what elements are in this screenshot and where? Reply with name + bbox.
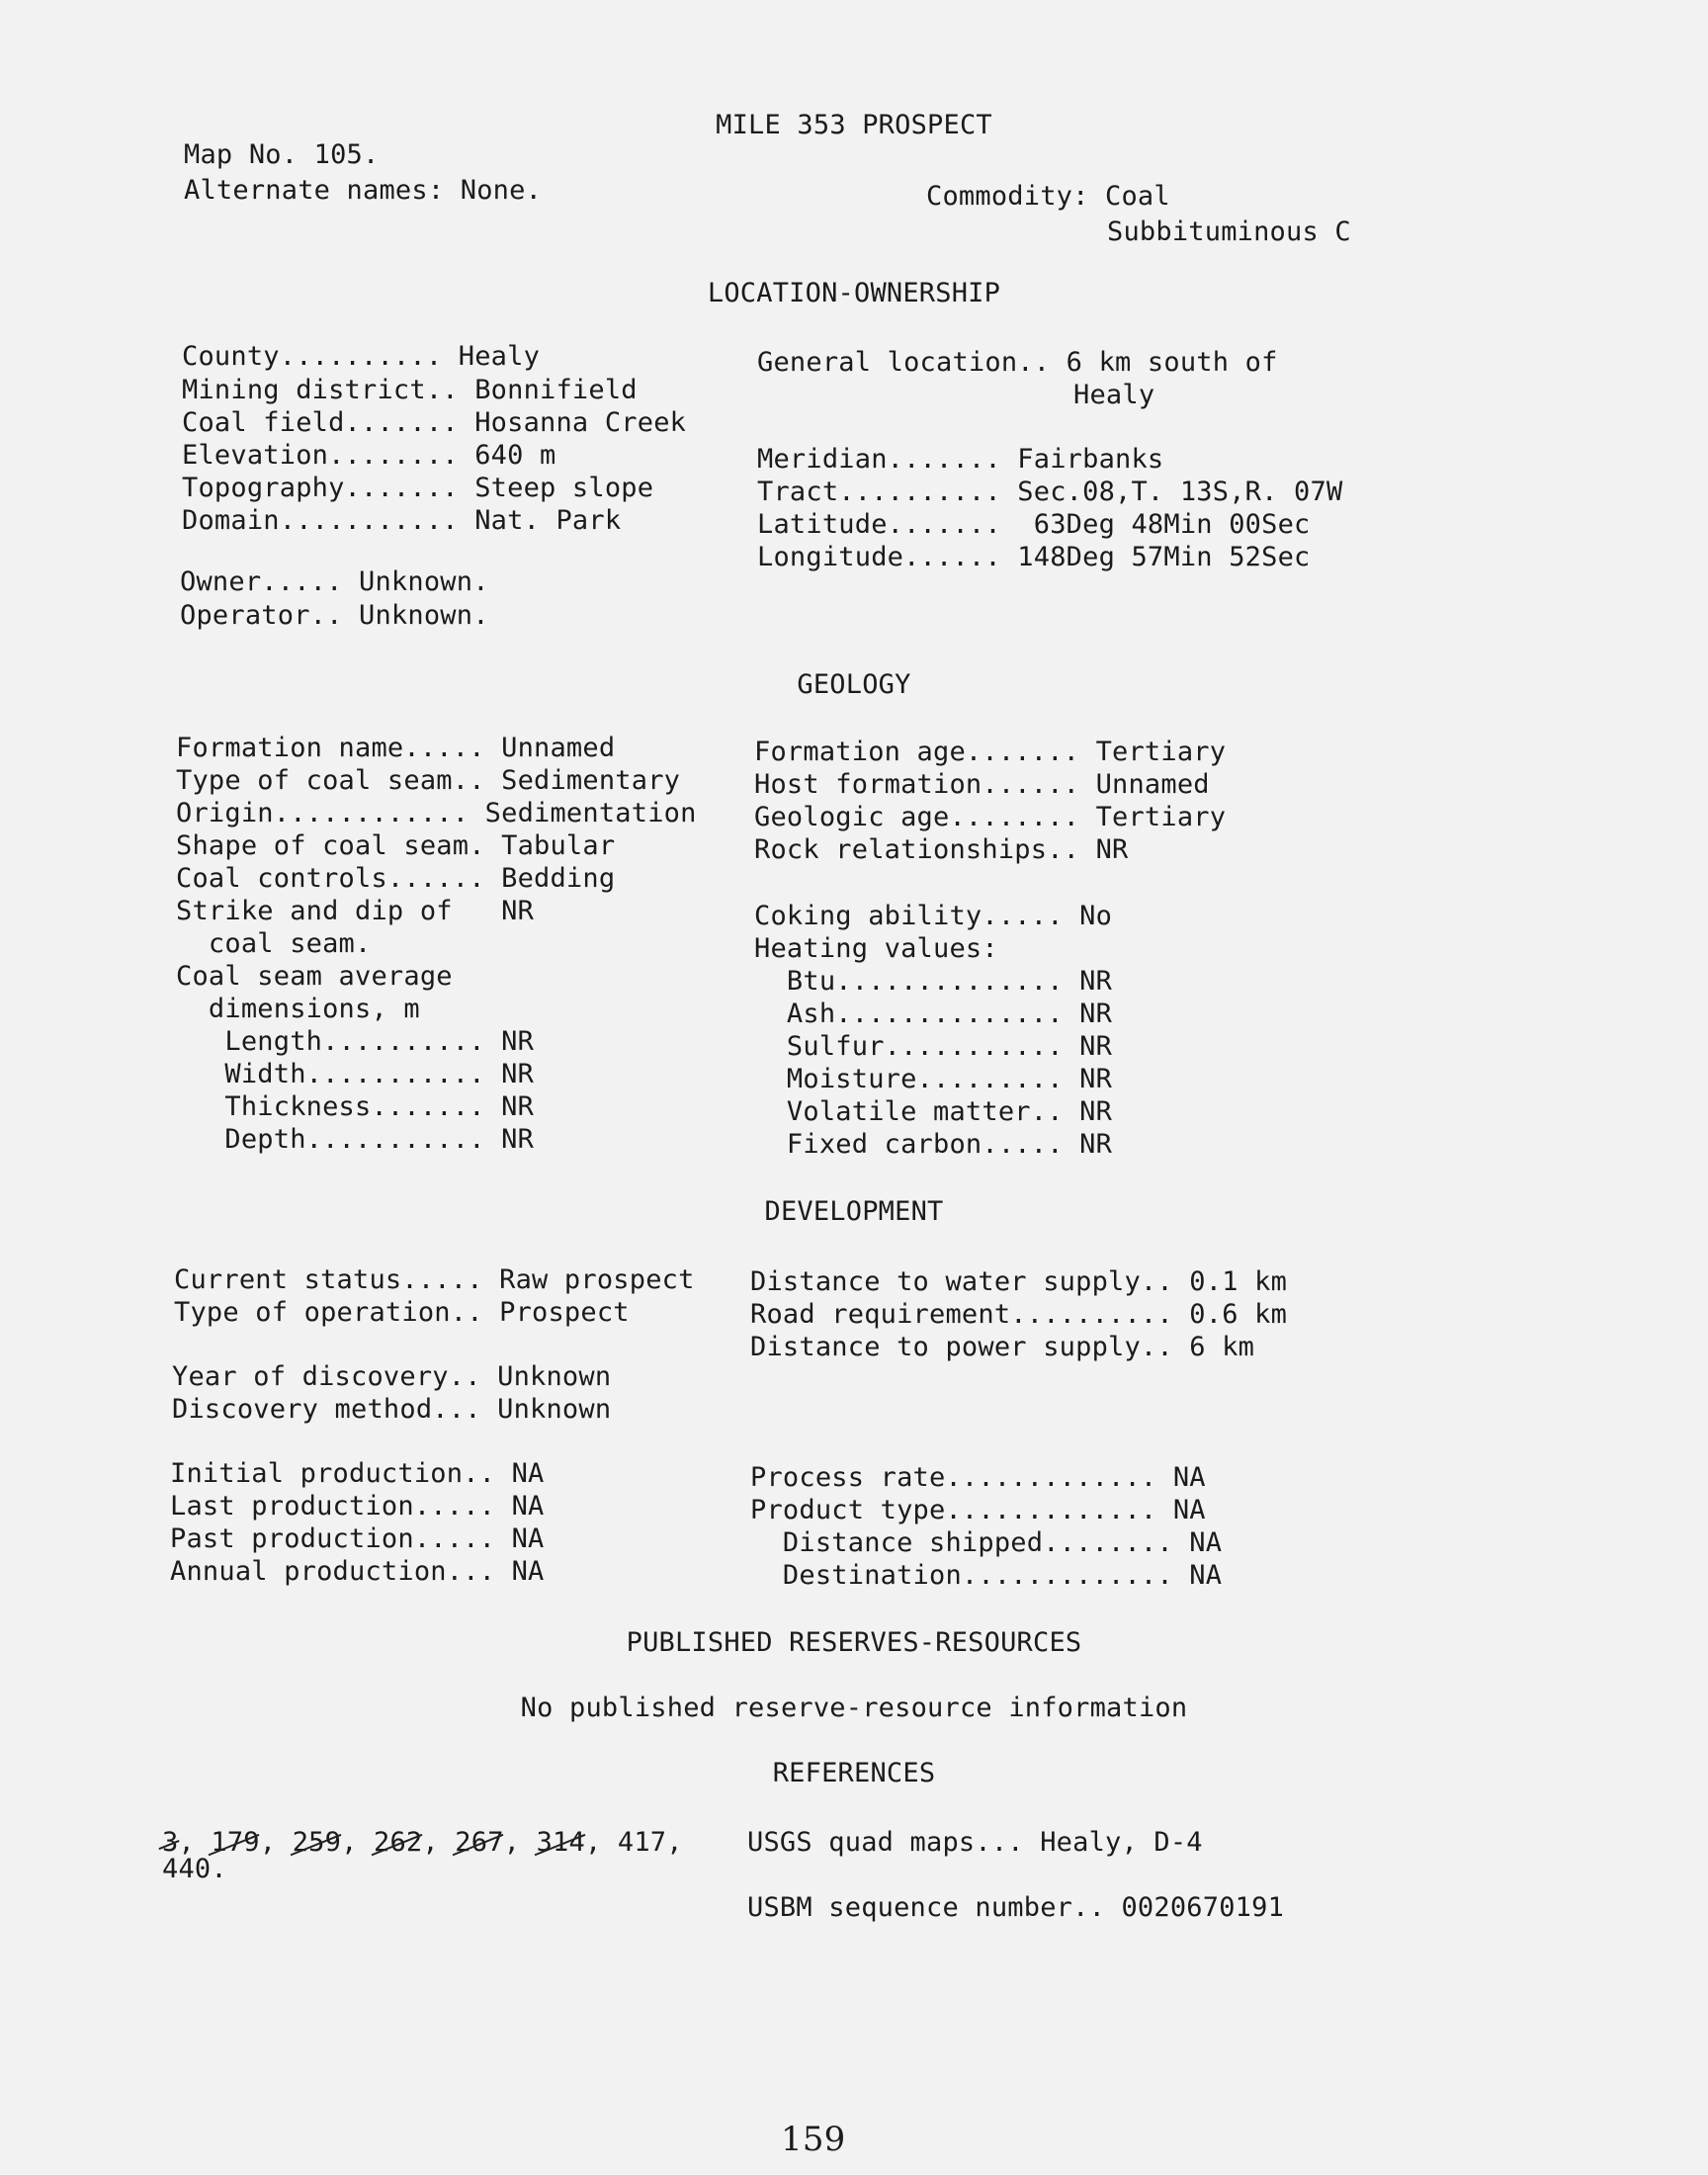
geology-left-3: Shape of coal seam. Tabular [176, 830, 616, 861]
map-number: Map No. 105. [184, 139, 380, 170]
geology-left-10: Width........... NR [176, 1059, 535, 1089]
struck-reference: 259 [292, 1827, 342, 1858]
development-right1-2: Distance to power supply.. 6 km [750, 1332, 1255, 1362]
development-right1-1: Road requirement.......... 0.6 km [750, 1299, 1288, 1330]
geology-right-2: Geologic age........ Tertiary [754, 802, 1227, 832]
general-location: General location.. 6 km south of [757, 347, 1278, 378]
geology-left-1: Type of coal seam.. Sedimentary [176, 765, 681, 796]
section-heading-development: DEVELOPMENT [764, 1196, 944, 1227]
reference-list: 3, 179, 259, 262, 267, 314, 417, [162, 1827, 683, 1858]
struck-reference: 267 [455, 1827, 504, 1858]
geology-left-12: Depth........... NR [176, 1124, 535, 1155]
reference-cont: 440. [162, 1854, 227, 1884]
location-left-3: Elevation........ 640 m [182, 440, 556, 471]
location-left-0: County.......... Healy [182, 341, 541, 372]
development-left1-1: Type of operation.. Prospect [174, 1297, 630, 1328]
geology-left-8: dimensions, m [176, 994, 420, 1024]
location-left-2: Coal field....... Hosanna Creek [182, 407, 687, 438]
geology-left-4: Coal controls...... Bedding [176, 863, 616, 894]
development-right2-3: Destination............. NA [750, 1560, 1223, 1591]
geology-right2-4: Sulfur........... NR [754, 1031, 1113, 1062]
geology-right2-5: Moisture......... NR [754, 1064, 1113, 1094]
geology-left-7: Coal seam average [176, 961, 453, 992]
location-right-0: Meridian....... Fairbanks [757, 444, 1164, 475]
geology-right2-3: Ash.............. NR [754, 999, 1113, 1029]
commodity: Commodity: Coal [926, 181, 1170, 212]
commodity-type: Subbituminous C [1107, 217, 1351, 247]
development-left3-0: Initial production.. NA [170, 1458, 545, 1489]
geology-right-0: Formation age....... Tertiary [754, 737, 1227, 767]
development-left3-3: Annual production... NA [170, 1556, 545, 1587]
section-heading-location: LOCATION-OWNERSHIP [707, 278, 1001, 308]
geology-left-5: Strike and dip of NR [176, 896, 535, 926]
development-left3-1: Last production..... NA [170, 1491, 545, 1522]
location-left-1: Mining district.. Bonnifield [182, 375, 638, 405]
reserves-text: No published reserve-resource information [520, 1693, 1188, 1723]
geology-right2-2: Btu.............. NR [754, 966, 1113, 997]
struck-reference: 3 [162, 1827, 179, 1858]
development-right2-0: Process rate............. NA [750, 1462, 1206, 1493]
geology-right-1: Host formation...... Unnamed [754, 769, 1210, 800]
struck-reference: 262 [373, 1827, 423, 1858]
development-left2-1: Discovery method... Unknown [172, 1394, 612, 1425]
geology-left-6: coal seam. [176, 928, 372, 959]
geology-right2-1: Heating values: [754, 933, 998, 964]
page-title: MILE 353 PROSPECT [716, 110, 992, 140]
section-heading-reserves: PUBLISHED RESERVES-RESOURCES [626, 1627, 1082, 1658]
geology-left-11: Thickness....... NR [176, 1091, 535, 1122]
section-heading-references: REFERENCES [772, 1758, 936, 1788]
location-left-4: Topography....... Steep slope [182, 473, 654, 503]
general-location-cont: Healy [1073, 380, 1155, 410]
development-right2-1: Product type............. NA [750, 1495, 1206, 1525]
location-left-5: Domain........... Nat. Park [182, 505, 622, 536]
location-right-1: Tract.......... Sec.08,T. 13S,R. 07W [757, 477, 1343, 507]
struck-reference: 179 [211, 1827, 260, 1858]
development-left1-0: Current status..... Raw prospect [174, 1264, 695, 1295]
development-right2-2: Distance shipped........ NA [750, 1527, 1223, 1558]
section-heading-geology: GEOLOGY [797, 669, 911, 700]
usbm-sequence-number: USBM sequence number.. 0020670191 [747, 1892, 1285, 1923]
development-left3-2: Past production..... NA [170, 1523, 545, 1554]
location-right-3: Longitude...... 148Deg 57Min 52Sec [757, 542, 1311, 572]
geology-left-2: Origin............ Sedimentation [176, 798, 697, 828]
geology-right2-0: Coking ability..... No [754, 901, 1113, 931]
location-right-2: Latitude....... 63Deg 48Min 00Sec [757, 509, 1311, 540]
page-number: 159 [781, 2120, 846, 2159]
geology-left-9: Length.......... NR [176, 1026, 535, 1057]
geology-right2-7: Fixed carbon..... NR [754, 1129, 1113, 1160]
struck-reference: 314 [536, 1827, 585, 1858]
geology-right-3: Rock relationships.. NR [754, 834, 1129, 865]
alternate-names: Alternate names: None. [184, 175, 543, 206]
geology-left-0: Formation name..... Unnamed [176, 733, 616, 763]
usgs-quad-maps: USGS quad maps... Healy, D-4 [747, 1827, 1203, 1858]
geology-right2-6: Volatile matter.. NR [754, 1096, 1113, 1127]
reference: 417, [617, 1827, 683, 1858]
operator: Operator.. Unknown. [180, 600, 489, 631]
owner: Owner..... Unknown. [180, 566, 489, 597]
development-right1-0: Distance to water supply.. 0.1 km [750, 1266, 1288, 1297]
development-left2-0: Year of discovery.. Unknown [172, 1361, 612, 1392]
